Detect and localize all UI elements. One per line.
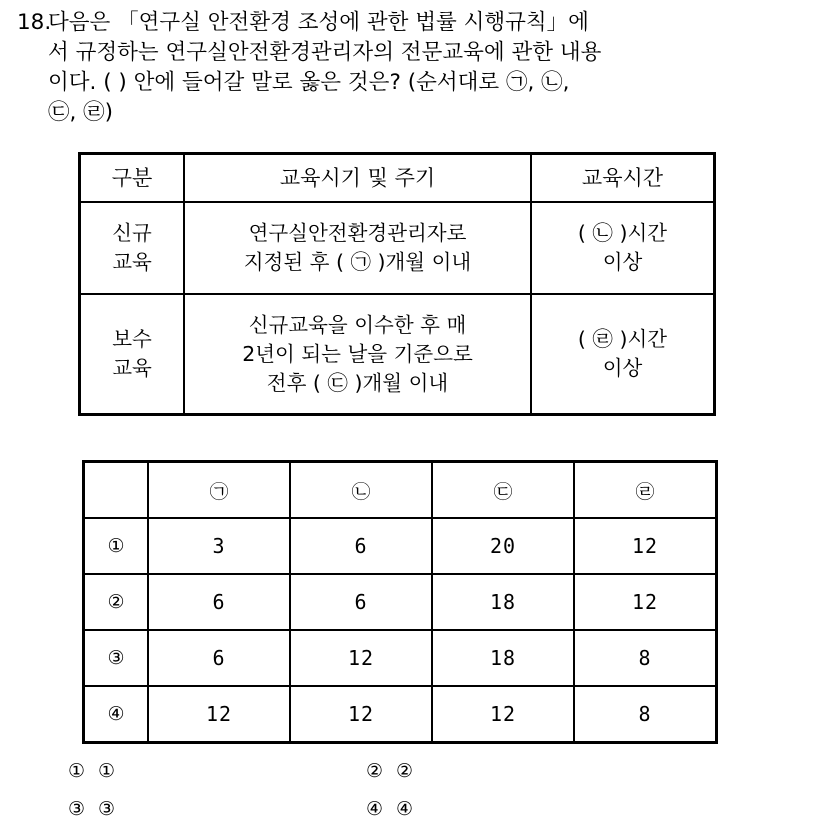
choice-label-2: ② <box>396 759 414 782</box>
question-number: 18. <box>17 10 52 35</box>
option-2-value-3: 18 <box>432 574 574 630</box>
timing-new-line-2: 지정된 후 ( ㉠ )개월 이내 <box>243 250 472 274</box>
hours-refresher-line-2: 이상 <box>602 356 643 380</box>
answer-choice-row-1 <box>68 752 628 790</box>
option-1-value-2: 6 <box>290 518 432 574</box>
table-row[interactable] <box>84 518 717 574</box>
choice-marker-4: ④ <box>366 797 384 820</box>
question-text-line-3: 이다. ( ) 안에 들어갈 말로 옳은 것은? (순서대로 ㉠, ㉡, <box>48 70 570 95</box>
table-header-row <box>80 154 715 203</box>
option-4-value-1: 12 <box>148 686 290 743</box>
answer-choice-1[interactable] <box>68 759 366 782</box>
header-hours: 교육시간 <box>531 154 715 203</box>
cell-timing-refresher <box>184 294 531 415</box>
cell-hours-new <box>531 202 715 294</box>
choice-label-1: ① <box>98 759 116 782</box>
answer-choice-3[interactable] <box>68 797 366 820</box>
option-4-value-2: 12 <box>290 686 432 743</box>
question-text-line-4: ㉢, ㉣) <box>48 100 114 125</box>
choice-marker-2: ② <box>366 759 384 782</box>
question-line-1 <box>17 8 809 38</box>
table-row[interactable] <box>84 630 717 686</box>
option-marker-3: ③ <box>84 630 149 686</box>
option-4-value-3: 12 <box>432 686 574 743</box>
question-text-line-1: 다음은 「연구실 안전환경 조성에 관한 법률 시행규칙」에 <box>48 10 589 35</box>
option-3-value-1: 6 <box>148 630 290 686</box>
table-row[interactable] <box>84 686 717 743</box>
table-row-refresher-education <box>80 294 715 415</box>
timing-refresher-line-3: 전후 ( ㉢ )개월 이내 <box>266 370 449 395</box>
choice-marker-1: ① <box>68 759 86 782</box>
header-timing: 교육시기 및 주기 <box>184 154 531 203</box>
timing-refresher-line-1: 신규교육을 이수한 후 매 <box>248 312 467 337</box>
cell-division-new <box>80 202 185 294</box>
header-division: 구분 <box>80 154 185 203</box>
header-symbol-4: ㉣ <box>574 462 717 519</box>
option-1-value-1: 3 <box>148 518 290 574</box>
header-symbol-1: ㉠ <box>148 462 290 519</box>
answer-choices <box>68 752 628 828</box>
division-new-line-1: 신규 <box>112 221 152 245</box>
answer-choice-2[interactable] <box>366 759 414 782</box>
option-3-value-4: 8 <box>574 630 717 686</box>
option-1-value-4: 12 <box>574 518 717 574</box>
option-1-value-3: 20 <box>432 518 574 574</box>
hours-new-line-1: ( ㉡ )시간 <box>577 221 668 245</box>
header-symbol-3: ㉢ <box>432 462 574 519</box>
header-symbol-2: ㉡ <box>290 462 432 519</box>
timing-refresher-line-2: 2년이 되는 날을 기준으로 <box>242 341 473 366</box>
option-2-value-2: 6 <box>290 574 432 630</box>
choice-label-4: ④ <box>396 797 414 820</box>
option-matrix-table <box>82 460 718 744</box>
option-3-value-2: 12 <box>290 630 432 686</box>
answer-choice-row-2 <box>68 790 628 828</box>
question-line-4 <box>17 98 809 128</box>
table-row[interactable] <box>84 574 717 630</box>
question-line-3 <box>17 68 809 98</box>
hours-refresher-line-1: ( ㉣ )시간 <box>577 327 668 351</box>
option-marker-2: ② <box>84 574 149 630</box>
option-table-header-row <box>84 462 717 519</box>
option-4-value-4: 8 <box>574 686 717 743</box>
cell-hours-refresher <box>531 294 715 415</box>
table-row-new-education <box>80 202 715 294</box>
division-refresher-line-1: 보수 <box>112 327 152 351</box>
option-marker-4: ④ <box>84 686 149 743</box>
choice-label-3: ③ <box>98 797 116 820</box>
header-blank <box>84 462 149 519</box>
option-marker-1: ① <box>84 518 149 574</box>
question-line-2 <box>17 38 809 68</box>
division-refresher-line-2: 교육 <box>112 356 152 380</box>
question-stem <box>17 8 809 128</box>
option-3-value-3: 18 <box>432 630 574 686</box>
cell-timing-new <box>184 202 531 294</box>
cell-division-refresher <box>80 294 185 415</box>
division-new-line-2: 교육 <box>112 250 152 274</box>
option-2-value-1: 6 <box>148 574 290 630</box>
education-schedule-table <box>78 152 716 416</box>
choice-marker-3: ③ <box>68 797 86 820</box>
option-2-value-4: 12 <box>574 574 717 630</box>
question-text-line-2: 서 규정하는 연구실안전환경관리자의 전문교육에 관한 내용 <box>48 40 602 65</box>
timing-new-line-1: 연구실안전환경관리자로 <box>248 221 467 245</box>
answer-choice-4[interactable] <box>366 797 414 820</box>
hours-new-line-2: 이상 <box>602 250 643 274</box>
